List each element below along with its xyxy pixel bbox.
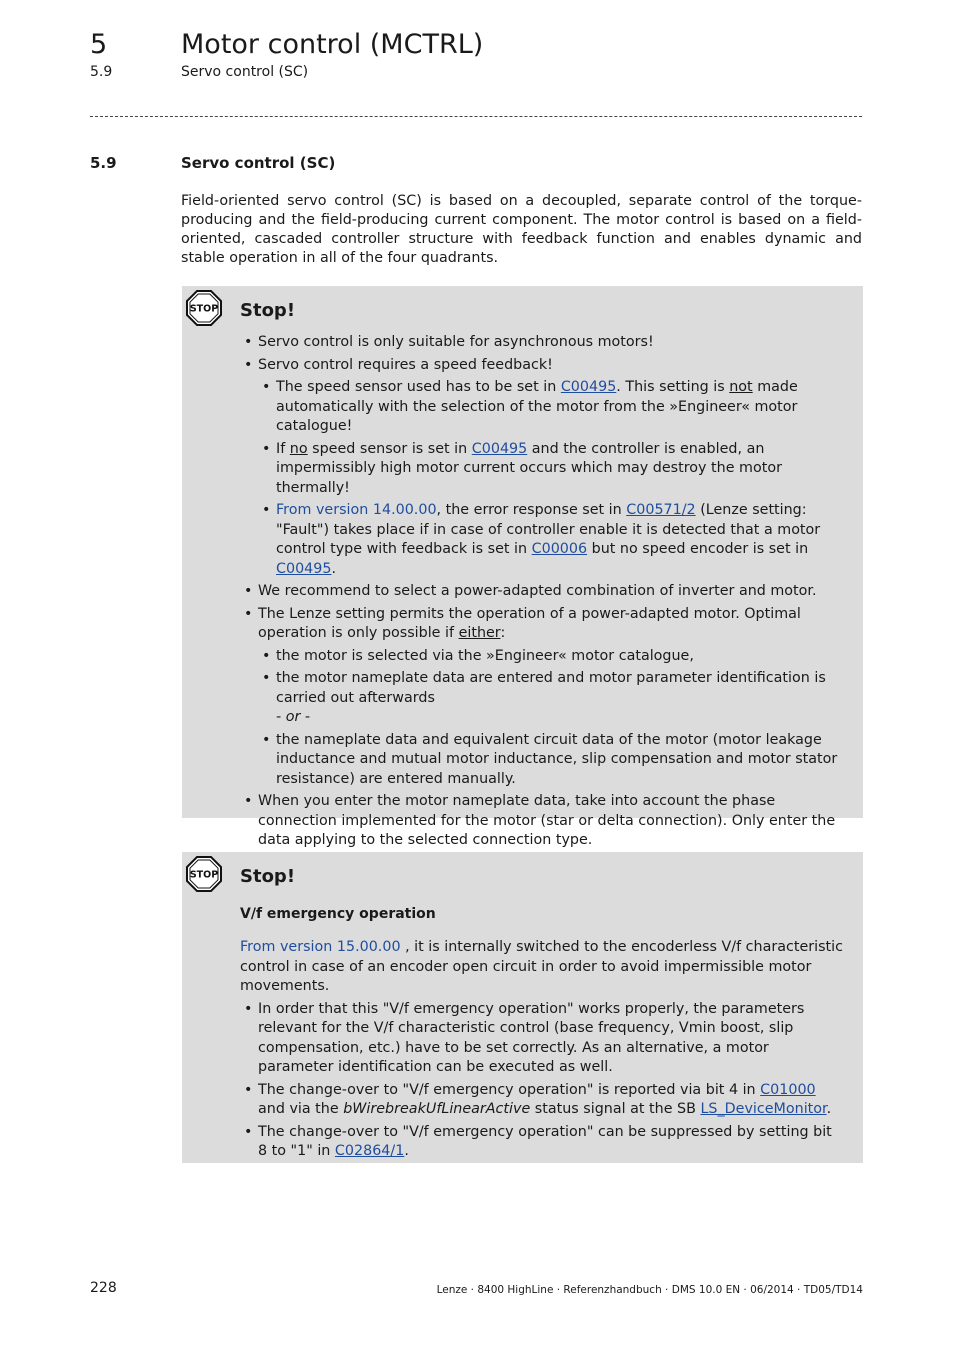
chapter-title: Motor control (MCTRL) xyxy=(181,29,484,60)
link-c01000[interactable]: C01000 xyxy=(760,1081,816,1098)
stop-title: Stop! xyxy=(240,866,296,887)
paragraph: From version 15.00.00 , it is internally switched to the encoderless V/f characteristic control in case of an encoder open circuit in order to avoid impermissible motor movements. xyxy=(240,939,843,994)
link-c00495[interactable]: C00495 xyxy=(560,379,617,395)
stop-notice-content xyxy=(240,905,844,1165)
list-item: • The change-over to "V/f emergency operation" can be suppressed by setting bit 8 to "1" in C02864/1. xyxy=(240,1123,844,1162)
subheading: V/f emergency operation xyxy=(240,906,436,922)
version-note[interactable]: From version 15.00.00 xyxy=(240,939,401,955)
list-item: • the nameplate data and equivalent circuit data of the motor (motor leakage inductance and mutual motor inductance, slip compensation and motor stator resistance) are entered manually. xyxy=(258,731,844,790)
page-number: 228 xyxy=(90,1280,117,1296)
stop-notice-box-2 xyxy=(182,852,863,1163)
list-item: • the motor nameplate data are entered and motor parameter identification is carried out afterwards - or - xyxy=(258,669,844,728)
stop-icon-text: STOP xyxy=(189,869,219,881)
header-divider xyxy=(90,116,862,117)
link-c00495[interactable]: C00495 xyxy=(276,560,332,577)
link-c00495[interactable]: C00495 xyxy=(471,440,528,457)
or-separator: - or - xyxy=(276,709,311,725)
link-c02864-1[interactable]: C02864/1 xyxy=(334,1143,405,1159)
list-item: • From version 14.00.00, the error response set in C00571/2 (Lenze setting: "Fault") takes place if in case of controller enable it is detected that a motor control type with feedback is set in C00006 but no speed encoder is set in C00495. xyxy=(258,501,844,579)
list-item: • The speed sensor used has to be set in C00495. This setting is not made automatically with the selection of the motor from the »Engineer« motor catalogue! xyxy=(258,378,844,437)
link-c00006[interactable]: C00006 xyxy=(531,541,588,557)
section-number: 5.9 xyxy=(90,154,117,172)
intro-paragraph: Field-oriented servo control (SC) is based on a decoupled, separate control of the torque-producing and the field-producing current component. The motor control is based on a field-oriented, cascaded controller structure with feedback function and enables dynamic and stable operation in all of the four quadrants. xyxy=(181,193,862,266)
link-ls-devicemonitor[interactable]: LS_DeviceMonitor xyxy=(700,1101,827,1117)
version-note[interactable]: From version 14.00.00 xyxy=(276,502,437,518)
stop-sign-icon xyxy=(186,290,222,326)
list-item: • The change-over to "V/f emergency operation" is reported via bit 4 in C01000 and via the bWirebreakUfLinearActive status signal at the SB LS_DeviceMonitor. xyxy=(240,1081,844,1120)
list-item: • In order that this "V/f emergency operation" works properly, the parameters relevant for the V/f characteristic control (base frequency, Vmin boost, slip compensation, etc.) have to be set correctly. As an alternative, a motor parameter identification can be executed as well. xyxy=(240,1000,844,1078)
header-section-number: 5.9 xyxy=(90,64,113,80)
stop-title: Stop! xyxy=(240,300,296,321)
stop-icon-text: STOP xyxy=(189,303,219,315)
list-item: • If no speed sensor is set in C00495 and the controller is enabled, an impermissibly high motor current occurs which may destroy the motor thermally! xyxy=(258,440,844,499)
header-section-title: Servo control (SC) xyxy=(181,64,309,80)
list-item: • When you enter the motor nameplate data, take into account the phase connection implemented for the motor (star or delta connection). Only enter the data applying to the selected connection type. xyxy=(240,792,844,851)
list-item: • Servo control requires a speed feedback! • The speed sensor used has to be set in C00495. This setting is not made automatically with the selection of the motor from the »Engineer« motor catalogue! • If no speed sensor is set in C00495 and the controller is enabled, an impermissibly high motor current occurs which may destroy the motor thermally! • From version 14.00.00, the error response set in C00571/2 (Lenze setting: "Fault") takes place if in case of controller enable it is detected that a motor control type with feedback is set in C00006 but no speed encoder is set in C00495. xyxy=(240,356,844,580)
list-item: • We recommend to select a power-adapted combination of inverter and motor. xyxy=(240,582,844,602)
stop-notice-box-1 xyxy=(182,286,863,848)
chapter-number: 5 xyxy=(90,29,108,60)
list-item: • the motor is selected via the »Engineer« motor catalogue, xyxy=(258,647,844,667)
footer-doc-info: Lenze · 8400 HighLine · Referenzhandbuch · DMS 10.0 EN · 06/2014 · TD05/TD14 xyxy=(436,1284,863,1296)
stop-notice-content xyxy=(240,333,844,854)
link-c00571-2[interactable]: C00571/2 xyxy=(626,502,696,518)
list-item: • The Lenze setting permits the operation of a power-adapted motor. Optimal operation is only possible if either: • the motor is selected via the »Engineer« motor catalogue, • the motor nameplate data are entered and motor parameter identification is carried out afterwards - or - • the nameplate data and equivalent circuit data of the motor (motor leakage inductance and mutual motor inductance, slip compensation and motor stator resistance) are entered manually. xyxy=(240,605,844,790)
stop-sign-icon xyxy=(186,856,222,892)
section-title: Servo control (SC) xyxy=(181,154,336,172)
list-item: • Servo control is only suitable for asynchronous motors! xyxy=(240,333,844,353)
